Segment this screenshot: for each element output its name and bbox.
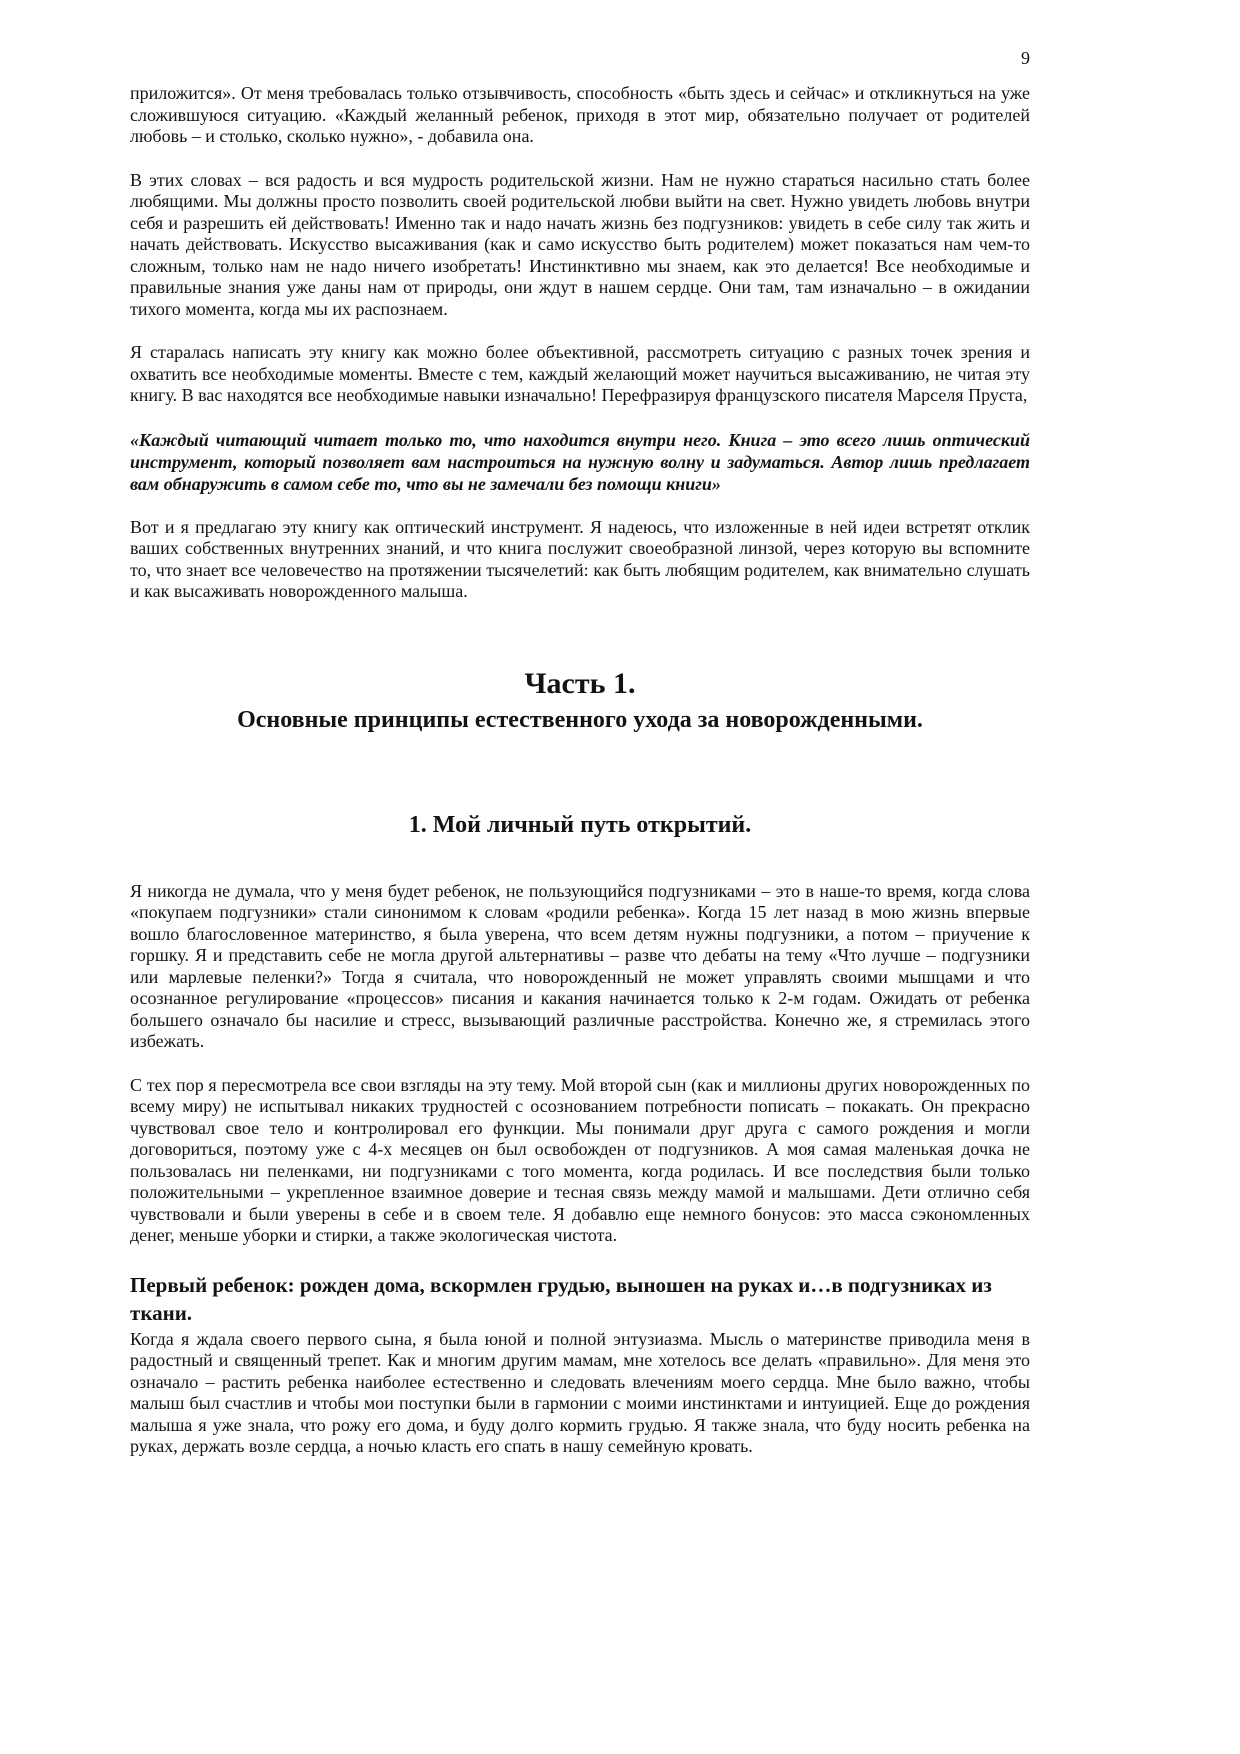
part-heading: Часть 1. <box>524 666 636 700</box>
part-subheading: Основные принципы естественного ухода за новорожденными. <box>237 706 923 733</box>
chapter-heading: 1. Мой личный путь открытий. <box>408 811 752 838</box>
paragraph-5: Я никогда не думала, что у меня будет ребенок, не пользующийся подгузниками – это в наше-то время, когда слова «покупаем подгузники» стали синонимом к словам «родили ребенка». Когда 15 лет назад в мою жизнь впервые вошло благословенное материнство, я была уверена, что всем детям нужны подгузники, а потом – приучение к горшку. Я и представить себе не могла другой альтернативы – разве что дебаты на тему «Что лучше – подгузники или марлевые пеленки?» Тогда я считала, что новорожденный не может управлять своими мышцами и что осознанное регулирование «процессов» писания и какания начинается только к 2-м годам. Ожидать от ребенка большего означало бы насилие и стресс, вызывающий различные расстройства. Конечно же, я стремилась этого избежать. <box>130 880 1030 1051</box>
paragraph-2: В этих словах – вся радость и вся мудрость родительской жизни. Нам не нужно стараться насильно стать более любящими. Мы должны просто позволить своей родительской любви выйти на свет. Нужно увидеть любовь внутри себя и разрешить ей действовать! Именно так и надо начать жизнь без подгузников: увидеть в себе силу так жить и начать действовать. Искусство высаживания (как и само искусство быть родителем) может показаться нам чем-то сложным, только нам не надо ничего изобретать! Инстинктивно мы знаем, как это делается! Все необходимые и правильные знания уже даны нам от природы, они ждут в нашем сердце. Они там, там изначально – в ожидании тихого момента, когда мы их распознаем. <box>130 169 1030 319</box>
page-number: 9 <box>1021 48 1030 68</box>
quote-paragraph: «Каждый читающий читает только то, что находится внутри него. Книга – это всего лишь оптический инструмент, который позволяет вам настроиться на нужную волну и задуматься. Автор лишь предлагает вам обнаружить в самом себе то, что вы не замечали без помощи книги» <box>130 429 1030 494</box>
section-heading-first-child: Первый ребенок: рожден дома, вскормлен грудью, выношен на руках и…в подгузниках из ткани. <box>130 1272 992 1325</box>
paragraph-3: Я старалась написать эту книгу как можно более объективной, рассмотреть ситуацию с разных точек зрения и охватить все необходимые моменты. Вместе с тем, каждый желающий может научиться высаживанию, не читая эту книгу. В вас находятся все необходимые навыки изначально! Перефразируя французского писателя Марселя Пруста, <box>130 342 1030 405</box>
paragraph-7: Когда я ждала своего первого сына, я была юной и полной энтузиазма. Мысль о материнстве приводила меня в радостный и священный трепет. Как и многим другим мамам, мне хотелось все делать «правильно». Для меня это означало – растить ребенка наиболее естественно и следовать влечениям моего сердца. Мне было важно, чтобы малыш был счастлив и чтобы мои поступки были в гармонии с моими инстинктами и интуицией. Еще до рождения малыша я уже знала, что рожу его дома, и буду долго кормить грудью. Я также знала, что буду носить ребенка на руках, держать возле сердца, а ночью класть его спать в нашу семейную кровать. <box>130 1328 1030 1456</box>
paragraph-1: приложится». От меня требовалась только отзывчивость, способность «быть здесь и сейчас» и откликнуться на уже сложившуюся ситуацию. «Каждый желанный ребенок, приходя в этот мир, обязательно получает от родителей любовь – и столько, сколько нужно», - добавила она. <box>130 83 1030 146</box>
paragraph-6: С тех пор я пересмотрела все свои взгляды на эту тему. Мой второй сын (как и миллионы других новорожденных по всему миру) не испытывал никаких трудностей с осознованием потребности пописать – покакать. Он прекрасно чувствовал свое тело и контролировал его функции. Мы понимали друг друга с самого рождения и могли договориться, поэтому уже с 4-х месяцев он был освобожден от подгузников. А моя самая маленькая дочка не пользовалась ни пеленками, ни подгузниками с того момента, когда родилась. И все последствия были только положительными – укрепленное взаимное доверие и тесная связь между мамой и малышами. Дети отлично себя чувствовали и были уверены в себе и в своем теле. Я добавлю еще немного бонусов: это масса сэкономленных денег, меньше уборки и стирки, а также экологическая чистота. <box>130 1074 1030 1245</box>
paragraph-4: Вот и я предлагаю эту книгу как оптический инструмент. Я надеюсь, что изложенные в ней идеи встретят отклик ваших собственных внутренних знаний, и что книга послужит своеобразной линзой, через которую вы вспомните то, что знает все человечество на протяжении тысячелетий: как быть любящим родителем, как внимательно слушать и как высаживать новорожденного малыша. <box>130 516 1030 601</box>
